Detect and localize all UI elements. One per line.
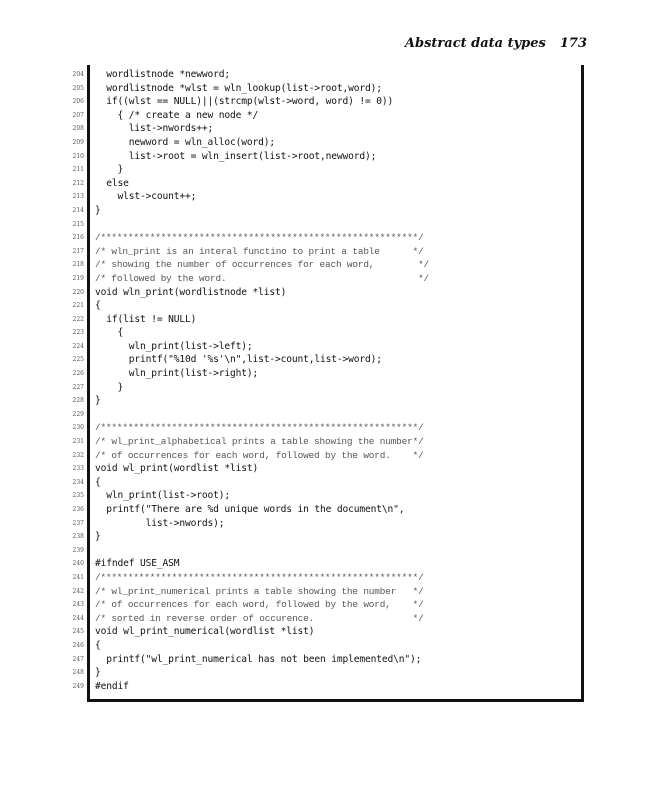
code-line: }: [95, 531, 101, 543]
comment-line: /* followed by the word. */: [95, 272, 430, 284]
line-number: 219: [72, 274, 84, 282]
code-line: wordlistnode *newword;: [95, 69, 231, 80]
code-line: void wln_print(wordlistnode *list): [95, 286, 287, 298]
code-line: { /* create a new node */: [95, 109, 259, 121]
line-number: 230: [72, 424, 84, 432]
line-number: 235: [72, 492, 84, 500]
line-number: 239: [72, 546, 84, 554]
line-number: 228: [72, 397, 84, 405]
code-line: printf("wl_print_numerical has not been implemented\n");: [95, 653, 422, 665]
code-line: list->nwords);: [95, 517, 225, 529]
line-number: 204: [72, 71, 84, 78]
line-number: 205: [72, 84, 84, 92]
code-line: wordlistnode *wlst = wln_lookup(list->root,word);: [95, 82, 382, 94]
comment-line: /**********************************************************/: [95, 422, 424, 434]
comment-line: /* of occurrences for each word, followed by the word, */: [95, 599, 424, 611]
comment-line: /* wln_print is an interal functino to print a table */: [95, 245, 424, 257]
comment-line: /* wl_print_numerical prints a table showing the number */: [95, 585, 424, 597]
line-number: 212: [72, 179, 84, 187]
line-number: 221: [72, 302, 84, 310]
code-line: {: [95, 327, 124, 339]
line-number: 232: [72, 451, 84, 459]
code-line: newword = wln_alloc(word);: [95, 136, 276, 148]
line-number: 208: [72, 125, 84, 133]
line-number: 237: [72, 519, 84, 527]
comment-line: /* showing the number of occurrences for each word, */: [95, 259, 430, 271]
line-number: 246: [72, 641, 84, 649]
line-number: 229: [72, 410, 84, 418]
chapter-title: Abstract data types: [404, 36, 546, 51]
line-number: 215: [72, 220, 84, 228]
line-number: 242: [72, 587, 84, 595]
line-number: 222: [72, 315, 84, 323]
code-line: {: [95, 476, 101, 488]
code-line: list->nwords++;: [95, 123, 214, 135]
line-number-gutter: [54, 68, 84, 693]
code-line: printf("There are %d unique words in the document\n",: [95, 504, 405, 515]
code-line: void wl_print_numerical(wordlist *list): [95, 626, 315, 638]
line-number: 214: [72, 206, 84, 214]
code-listing: [95, 68, 575, 693]
page-number: 173: [559, 36, 587, 51]
line-number: 218: [72, 261, 84, 269]
code-line: }: [95, 204, 101, 216]
code-line: [95, 544, 575, 558]
line-number: 234: [72, 478, 84, 486]
line-number: 225: [72, 356, 84, 364]
comment-line: /**********************************************************/: [95, 571, 424, 583]
line-number: 249: [72, 682, 84, 690]
line-number: 227: [72, 383, 84, 391]
code-line: [95, 408, 575, 422]
line-number: 245: [72, 628, 84, 636]
line-number: 238: [72, 533, 84, 541]
line-number: 240: [72, 560, 84, 568]
code-line: void wl_print(wordlist *list): [95, 463, 259, 475]
comment-line: /* wl_print_alphabetical prints a table showing the number*/: [95, 436, 424, 448]
code-line: }: [95, 395, 101, 407]
comment-line: /**********************************************************/: [95, 232, 424, 244]
line-number: 210: [72, 152, 84, 160]
code-line: if(list != NULL): [95, 313, 197, 325]
line-number: 236: [72, 506, 84, 513]
line-number: 243: [72, 601, 84, 609]
running-header: [360, 36, 587, 51]
line-number: 223: [72, 329, 84, 337]
code-line: #ifndef USE_ASM: [95, 558, 180, 570]
line-number: 244: [72, 614, 84, 622]
line-number: 247: [72, 655, 84, 663]
line-number: 211: [72, 166, 84, 174]
line-number: 209: [72, 138, 84, 146]
line-number: 213: [72, 193, 84, 201]
code-line: if((wlst == NULL)||(strcmp(wlst->word, word) != 0)): [95, 96, 394, 108]
line-number: 216: [72, 234, 84, 242]
line-number: 233: [72, 465, 84, 473]
line-number: 217: [72, 247, 84, 255]
code-line: wlst->count++;: [95, 191, 197, 203]
line-number: 231: [72, 438, 84, 446]
comment-line: /* of occurrences for each word, followed by the word. */: [95, 449, 424, 461]
code-line: wln_print(list->root);: [95, 490, 231, 502]
code-line: #endif: [95, 680, 129, 692]
code-line: wln_print(list->left);: [95, 340, 253, 352]
code-line: {: [95, 639, 101, 651]
line-number: 248: [72, 669, 84, 677]
line-number: 224: [72, 342, 84, 350]
comment-line: /* sorted in reverse order of occurence. */: [95, 612, 424, 624]
code-line: list->root = wln_insert(list->root,newword);: [95, 150, 377, 162]
code-line: }: [95, 164, 124, 176]
code-line: }: [95, 667, 101, 679]
line-number: 220: [72, 288, 84, 296]
line-number: 241: [72, 573, 84, 581]
code-line: printf("%10d '%s'\n",list->count,list->word);: [95, 354, 382, 366]
code-line: {: [95, 300, 101, 312]
code-line: else: [95, 177, 129, 189]
line-number: 206: [72, 98, 84, 106]
code-line: wln_print(list->right);: [95, 368, 259, 380]
line-number: 207: [72, 111, 84, 119]
code-line: }: [95, 381, 124, 393]
code-line: [95, 218, 575, 232]
line-number: 226: [72, 370, 84, 378]
